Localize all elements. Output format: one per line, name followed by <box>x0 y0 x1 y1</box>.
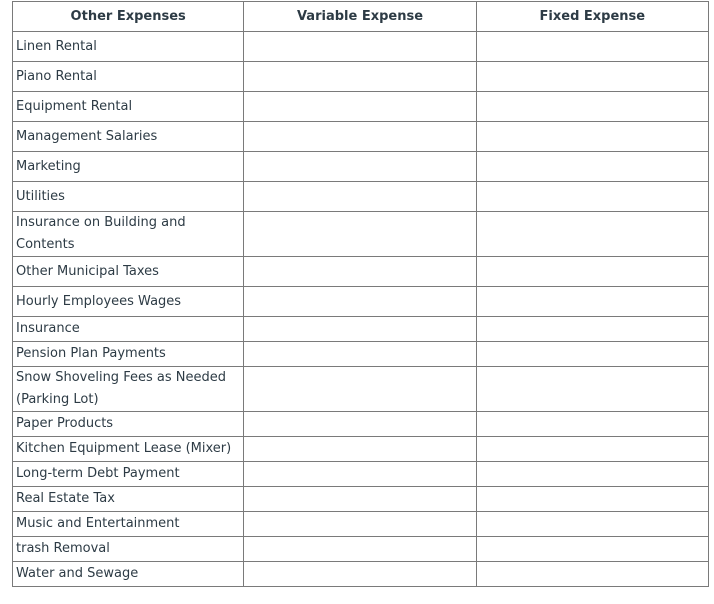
table-row <box>13 287 709 317</box>
table-row <box>13 512 709 537</box>
table-row <box>13 317 709 342</box>
fixed-expense-cell[interactable] <box>476 487 708 512</box>
variable-expense-cell[interactable] <box>244 537 476 562</box>
expense-classification-table <box>12 1 709 587</box>
table-row <box>13 342 709 367</box>
table-row <box>13 62 709 92</box>
variable-expense-cell[interactable] <box>244 152 476 182</box>
table-row <box>13 487 709 512</box>
table-row <box>13 212 709 257</box>
variable-expense-cell[interactable] <box>244 62 476 92</box>
fixed-expense-cell[interactable] <box>476 182 708 212</box>
expense-label: Equipment Rental <box>13 92 244 122</box>
fixed-expense-cell[interactable] <box>476 92 708 122</box>
table-row <box>13 92 709 122</box>
table-row <box>13 367 709 412</box>
header-variable-expense: Variable Expense <box>244 2 476 32</box>
fixed-expense-cell[interactable] <box>476 257 708 287</box>
variable-expense-cell[interactable] <box>244 462 476 487</box>
expense-label: Water and Sewage <box>13 562 244 587</box>
table-row <box>13 32 709 62</box>
expense-label: Insurance <box>13 317 244 342</box>
table-row <box>13 562 709 587</box>
variable-expense-cell[interactable] <box>244 437 476 462</box>
header-other-expenses: Other Expenses <box>13 2 244 32</box>
fixed-expense-cell[interactable] <box>476 512 708 537</box>
table-row <box>13 412 709 437</box>
expense-label: Kitchen Equipment Lease (Mixer) <box>13 437 244 462</box>
variable-expense-cell[interactable] <box>244 317 476 342</box>
fixed-expense-cell[interactable] <box>476 122 708 152</box>
variable-expense-cell[interactable] <box>244 512 476 537</box>
variable-expense-cell[interactable] <box>244 412 476 437</box>
table-row <box>13 437 709 462</box>
table-row <box>13 152 709 182</box>
fixed-expense-cell[interactable] <box>476 462 708 487</box>
expense-label: Utilities <box>13 182 244 212</box>
table-row <box>13 257 709 287</box>
fixed-expense-cell[interactable] <box>476 367 708 412</box>
variable-expense-cell[interactable] <box>244 257 476 287</box>
expense-label: trash Removal <box>13 537 244 562</box>
fixed-expense-cell[interactable] <box>476 537 708 562</box>
fixed-expense-cell[interactable] <box>476 212 708 257</box>
expense-label: Linen Rental <box>13 32 244 62</box>
variable-expense-cell[interactable] <box>244 562 476 587</box>
expense-label: Piano Rental <box>13 62 244 92</box>
expense-label: Real Estate Tax <box>13 487 244 512</box>
variable-expense-cell[interactable] <box>244 122 476 152</box>
header-row <box>13 2 709 32</box>
expense-label: Long-term Debt Payment <box>13 462 244 487</box>
variable-expense-cell[interactable] <box>244 32 476 62</box>
table-row <box>13 122 709 152</box>
fixed-expense-cell[interactable] <box>476 152 708 182</box>
variable-expense-cell[interactable] <box>244 367 476 412</box>
variable-expense-cell[interactable] <box>244 92 476 122</box>
variable-expense-cell[interactable] <box>244 487 476 512</box>
expense-label: Hourly Employees Wages <box>13 287 244 317</box>
table-row <box>13 462 709 487</box>
expense-label: Management Salaries <box>13 122 244 152</box>
expense-label: Other Municipal Taxes <box>13 257 244 287</box>
variable-expense-cell[interactable] <box>244 182 476 212</box>
fixed-expense-cell[interactable] <box>476 317 708 342</box>
fixed-expense-cell[interactable] <box>476 32 708 62</box>
expense-label: Pension Plan Payments <box>13 342 244 367</box>
header-fixed-expense: Fixed Expense <box>476 2 708 32</box>
fixed-expense-cell[interactable] <box>476 412 708 437</box>
expense-label: Snow Shoveling Fees as Needed (Parking Lot) <box>13 367 244 412</box>
expense-label: Marketing <box>13 152 244 182</box>
fixed-expense-cell[interactable] <box>476 562 708 587</box>
table-row <box>13 537 709 562</box>
fixed-expense-cell[interactable] <box>476 437 708 462</box>
expense-label: Insurance on Building and Contents <box>13 212 244 257</box>
variable-expense-cell[interactable] <box>244 342 476 367</box>
expense-label: Music and Entertainment <box>13 512 244 537</box>
variable-expense-cell[interactable] <box>244 287 476 317</box>
fixed-expense-cell[interactable] <box>476 287 708 317</box>
fixed-expense-cell[interactable] <box>476 342 708 367</box>
variable-expense-cell[interactable] <box>244 212 476 257</box>
table-row <box>13 182 709 212</box>
fixed-expense-cell[interactable] <box>476 62 708 92</box>
expense-label: Paper Products <box>13 412 244 437</box>
